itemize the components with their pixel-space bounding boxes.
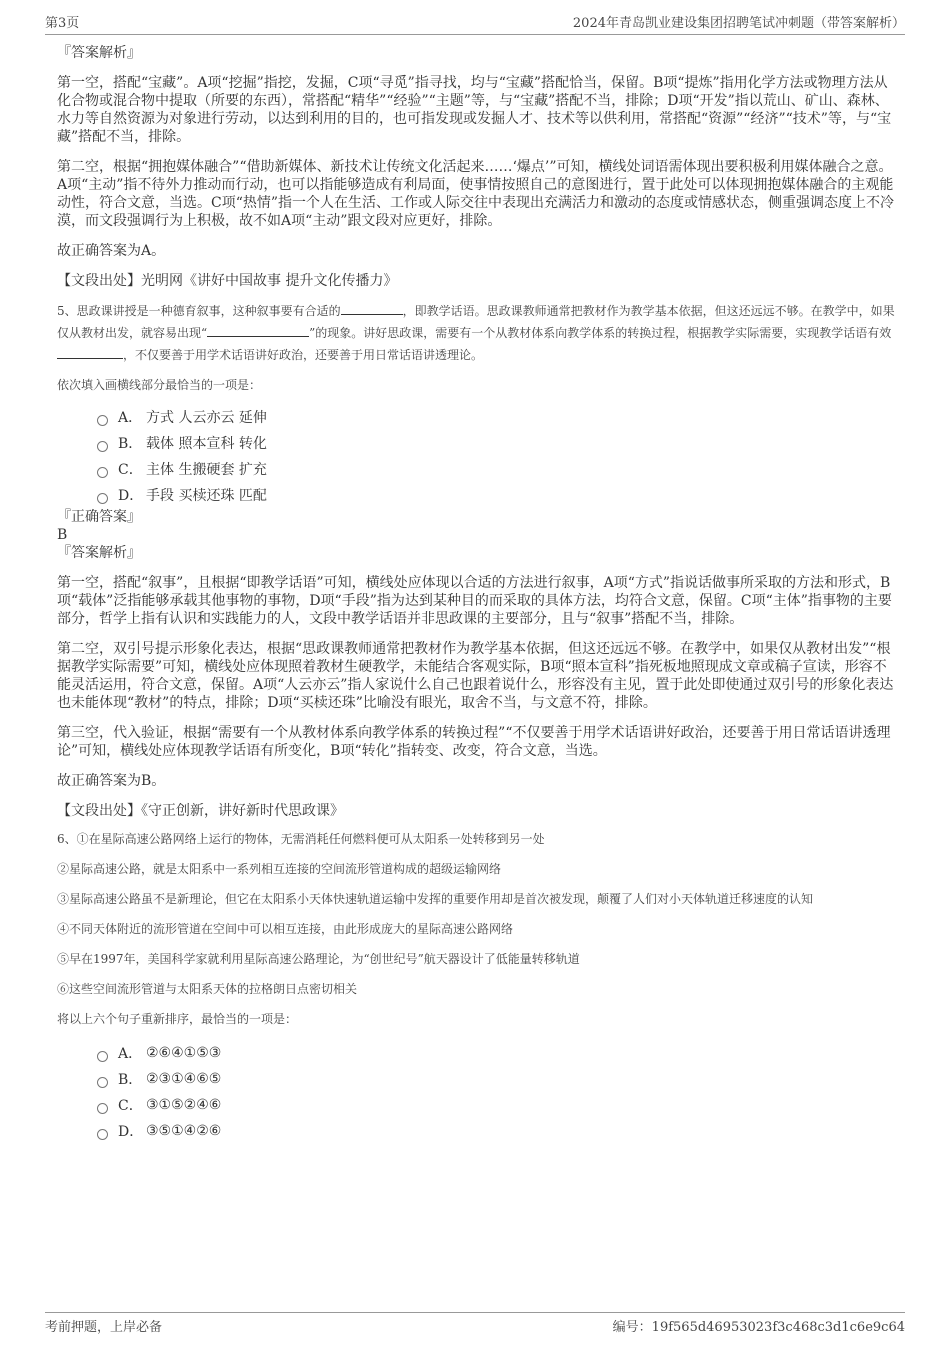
q6-option-a[interactable]: A． ②⑥④①⑤③ — [97, 1040, 897, 1066]
q6-option-d[interactable]: D． ③⑤①④②⑥ — [97, 1118, 897, 1144]
page-content — [57, 44, 897, 1144]
document-id: 编号：19f565d46953023f3c468c3d1c6e9c64 — [612, 1320, 905, 1335]
q6-option-c[interactable]: C． ③①⑤②④⑥ — [97, 1092, 897, 1118]
q4-analysis-p1: 第一空，搭配“宝藏”。A项“挖掘”指挖，发掘，C项“寻觅”指寻找，均与“宝藏”搭配恰当，保留。B项“提炼”指用化学方法或物理方法从化合物或混合物中提取（所要的东西），常搭配“精华”“经验”“主题”等，与“宝藏”搭配不当，排除；D项“开发”指以荒山、矿山、森林、水力等自然资源为对象进行劳动，以达到利用的目的，也可指发现或发掘人才、技术等以供利用，常搭配“资源”“经济”“技术”等，与“宝藏”搭配不当，排除。 — [57, 75, 892, 145]
q5-option-c[interactable]: C． 主体 生搬硬套 扩充 — [97, 456, 897, 482]
q5-option-b[interactable]: B． 载体 照本宣科 转化 — [97, 430, 897, 456]
page-footer — [45, 1312, 905, 1338]
q6-sentence-2: ②星际高速公路，就是太阳系中一系列相互连接的空间流形管道构成的超级运输网络 — [57, 862, 502, 876]
radio-icon[interactable] — [97, 1129, 108, 1140]
radio-icon[interactable] — [97, 1051, 108, 1062]
q5-source: 【文段出处】《守正创新，讲好新时代思政课》 — [57, 803, 344, 819]
q5-answer-label: 『正确答案』 — [57, 509, 141, 525]
q6-sentence-3: ③星际高速公路虽不是新理论，但它在太阳系小天体快速轨道运输中发挥的重要作用却是首次被发现，颠覆了人们对小天体轨道迁移速度的认知 — [57, 892, 814, 906]
q5-options — [57, 404, 897, 508]
q4-conclusion: 故正确答案为A。 — [57, 243, 166, 259]
q4-analysis-p2: 第二空，根据“拥抱媒体融合”“借助新媒体、新技术让传统文化活起来……‘爆点’”可知，横线处词语需体现出要积极利用媒体融合之意。A项“主动”指不待外力推动而行动，也可以指能够造成有利局面，使事情按照自己的意图进行，置于此处可以体现拥抱媒体融合的主观能动性，符合文意，当选。C项“热情”指一个人在生活、工作或人际交往中表现出充满活力和激动的态度或情感状态，侧重强调态度上不冷漠，而文段强调行为上积极，故不如A项“主动”跟文段对应更好，排除。 — [57, 159, 895, 229]
q5-option-d[interactable]: D． 手段 买椟还珠 匹配 — [97, 482, 897, 508]
q6-option-b[interactable]: B． ②③①④⑥⑤ — [97, 1066, 897, 1092]
radio-icon[interactable] — [97, 493, 108, 504]
q5-conclusion: 故正确答案为B。 — [57, 773, 166, 789]
page-number: 第3页 — [45, 16, 80, 31]
document-title: 2024年青岛凯业建设集团招聘笔试冲刺题（带答案解析） — [572, 16, 905, 31]
q6-sentence-5: ⑤早在1997年，美国科学家就利用星际高速公路理论，为“创世纪号”航天器设计了低能量转移轨道 — [57, 952, 580, 966]
q6-sentence-4: ④不同天体附近的流形管道在空间中可以相互连接，由此形成庞大的星际高速公路网络 — [57, 922, 514, 936]
radio-icon[interactable] — [97, 1103, 108, 1114]
q5-analysis-p1: 第一空，搭配“叙事”，且根据“即教学话语”可知，横线处应体现以合适的方法进行叙事，A项“方式”指说话做事所采取的方法和形式，B项“载体”泛指能够承载其他事物的事物，D项“手段”指为达到某种目的而采取的具体方法，均符合文意，保留。C项“主体”指事物的主要部分，哲学上指有认识和实践能力的人，文段中教学话语并非思政课的主要部分，且与“叙事”搭配不当，排除。 — [57, 575, 892, 627]
footer-slogan: 考前押题，上岸必备 — [45, 1320, 163, 1335]
q4-analysis-label: 『答案解析』 — [57, 45, 141, 61]
q5-analysis-label: 『答案解析』 — [57, 545, 141, 561]
q5-analysis-p3: 第三空，代入验证，根据“需要有一个从教材体系向教学体系的转换过程”“不仅要善于用学术话语讲好政治，还要善于用日常话语讲透理论”可知，横线处应体现教学话语有所变化，B项“转化”指转变、改变，符合文意，当选。 — [57, 725, 891, 759]
radio-icon[interactable] — [97, 467, 108, 478]
radio-icon[interactable] — [97, 1077, 108, 1088]
q5-stem: 5、思政课讲授是一种德育叙事，这种叙事要有合适的 ，即教学话语。思政课教师通常把教材作为教学基本依据，但这还远远不够。在教学中，如果仅从教材出发，就容易出现“ ”的现象。讲好思政课，需要有一个从教材体系向教学体系的转换过程，根据教学实际需要，实现教学话语有效，不仅要善于用学术话语讲好政治，还要善于用日常话语讲透理论。 — [57, 304, 895, 362]
page-header — [45, 12, 905, 35]
q6-sentence-1: 6、①在星际高速公路网络上运行的物体，无需消耗任何燃料便可从太阳系一处转移到另一处 — [57, 832, 545, 846]
q5-instruction: 依次填入画横线部分最恰当的一项是： — [57, 378, 262, 392]
q4-source: 【文段出处】光明网《讲好中国故事 提升文化传播力》 — [57, 273, 398, 289]
q5-analysis-p2: 第二空，双引号提示形象化表达，根据“思政课教师通常把教材作为教学基本依据，但这还远远不够。在教学中，如果仅从教材出发”“根据教学实际需要”可知，横线处应体现照着教材生硬教学，未能结合客观实际，B项“照本宣科”指死板地照现成文章或稿子宣读，形容不能灵活运用，符合文意，保留。A项“人云亦云”指人家说什么自己也跟着说什么，形容没有主见，置于此处即使通过双引号的形象化表达也未能体现“教材”的特点，排除；D项“买椟还珠”比喻没有眼光，取舍不当，与文意不符，排除。 — [57, 641, 894, 711]
radio-icon[interactable] — [97, 441, 108, 452]
radio-icon[interactable] — [97, 415, 108, 426]
q6-instruction: 将以上六个句子重新排序，最恰当的一项是： — [57, 1012, 298, 1026]
q5-option-a[interactable]: A． 方式 人云亦云 延伸 — [97, 404, 897, 430]
q6-sentence-6: ⑥这些空间流形管道与太阳系天体的拉格朗日点密切相关 — [57, 982, 358, 996]
q5-answer: B — [57, 527, 68, 543]
q6-options — [57, 1040, 897, 1144]
